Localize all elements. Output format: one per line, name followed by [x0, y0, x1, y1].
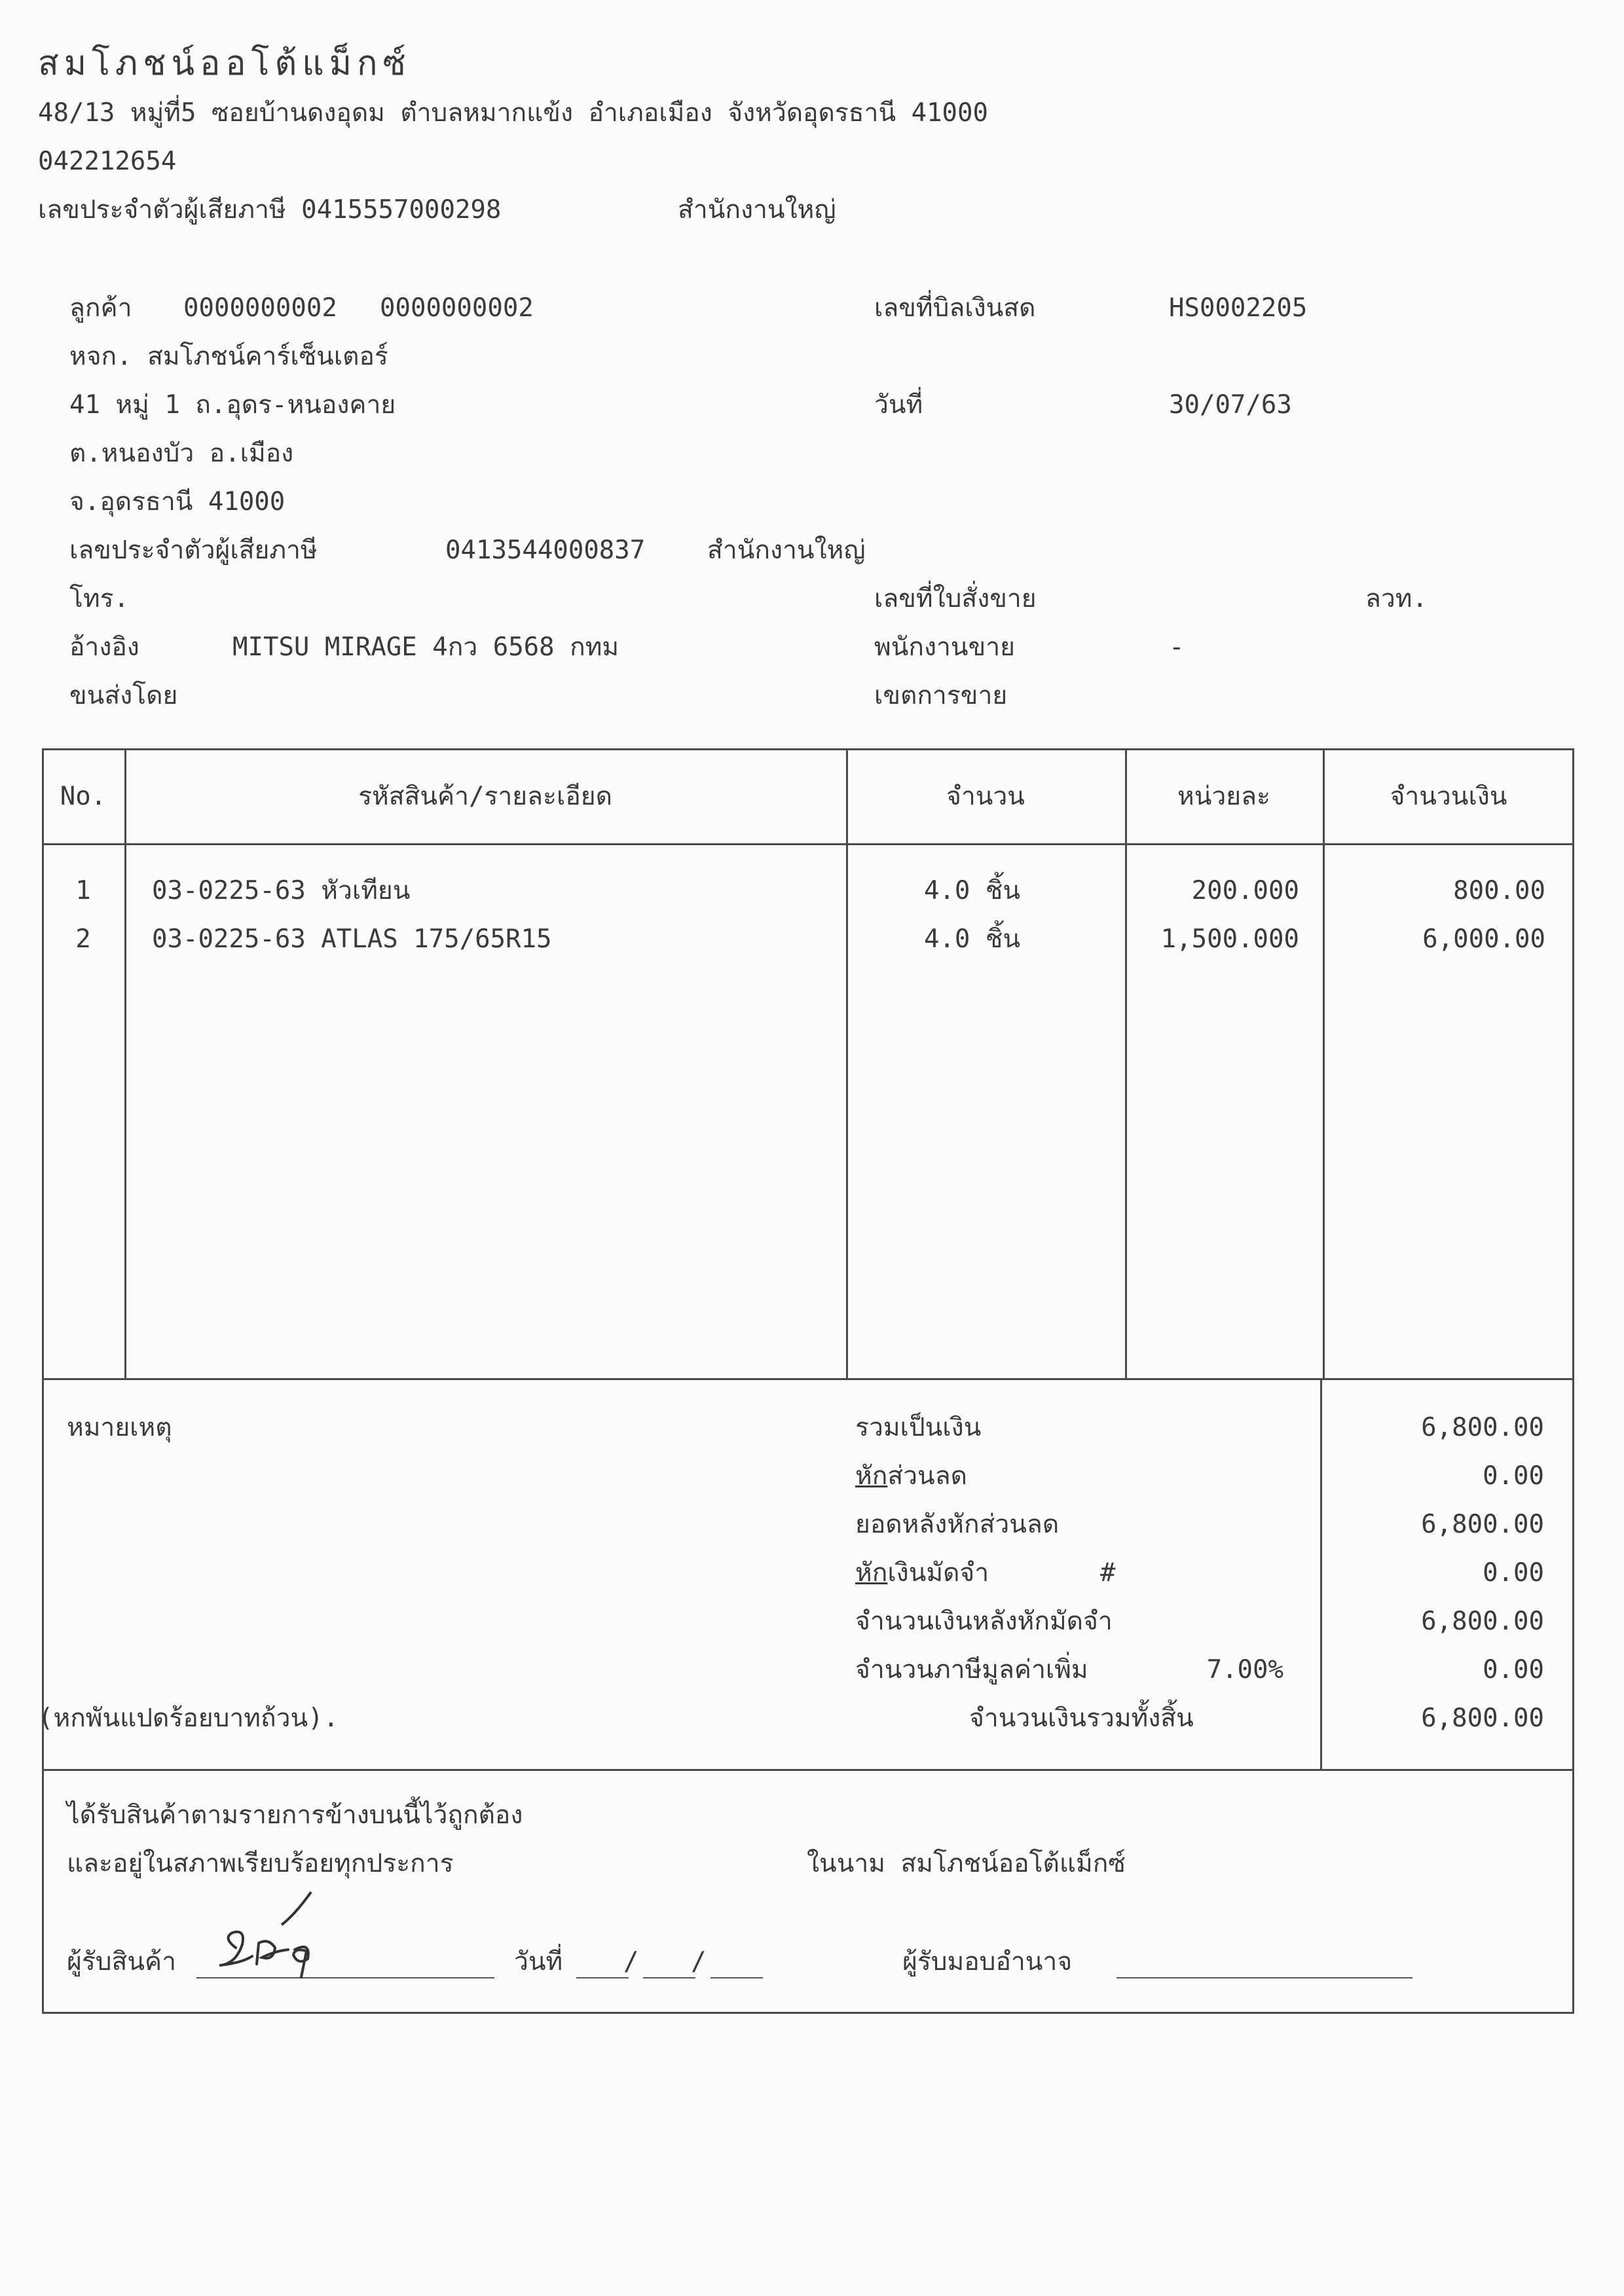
row-quantity: 4.0 ชิ้น: [923, 876, 1020, 905]
receiver-label: ผู้รับสินค้า: [67, 1947, 177, 1977]
row-description: 03-0225-63 ATLAS 175/65R15: [152, 924, 552, 954]
discount-value: 0.00: [1483, 1461, 1544, 1491]
company-address: 48/13 หมู่ที่5 ซอยบ้านดงอุดม ตำบลหมากแข้ง อำเภอเมือง จังหวัดอุดรธานี 41000: [38, 98, 988, 128]
vat-label: จำนวนภาษีมูลค่าเพิ่ม: [855, 1655, 1088, 1685]
bill-number-label: เลขที่บิลเงินสด: [874, 293, 1036, 323]
row-amount: 800.00: [1453, 876, 1545, 905]
salesperson-label: พนักงานขาย: [874, 632, 1015, 662]
sales-order-label: เลขที่ใบสั่งขาย: [874, 584, 1037, 613]
subtotal-label: รวมเป็นเงิน: [855, 1413, 982, 1442]
customer-address-2: ต.หนองบัว อ.เมือง: [69, 439, 294, 468]
customer-address-3: จ.อุดรธานี 41000: [69, 487, 286, 517]
table-column-divider: [1323, 748, 1325, 1380]
salesperson-value: -: [1169, 632, 1185, 662]
reference-label: อ้างอิง: [69, 632, 139, 662]
discount-label-row: [855, 1460, 967, 1493]
header-amount: จำนวนเงิน: [1390, 782, 1507, 811]
discount-prefix: หัก: [855, 1461, 888, 1491]
customer-code-2: 0000000002: [380, 293, 534, 323]
deposit-label-row: [855, 1557, 989, 1590]
customer-tax-label: เลขประจำตัวผู้เสียภาษี: [69, 536, 318, 565]
header-unit-price: หน่วยละ: [1177, 782, 1270, 811]
customer-tel-label: โทร.: [69, 584, 130, 613]
deposit-prefix: หัก: [855, 1558, 888, 1588]
sales-area-label: เขตการขาย: [874, 681, 1008, 710]
row-no: 1: [75, 876, 91, 905]
received-statement-2: และอยู่ในสภาพเรียบร้อยทุกประการ: [67, 1849, 454, 1878]
company-branch: สำนักงานใหญ่: [678, 195, 836, 225]
deposit-label: เงินมัดจำ: [887, 1558, 989, 1588]
receiver-signature: [196, 1886, 354, 1984]
grand-total-label: จำนวนเงินรวมทั้งสิ้น: [969, 1704, 1194, 1733]
date-day-line: [576, 1977, 629, 1978]
reference-value: MITSU MIRAGE 4กว 6568 กทม: [232, 632, 619, 662]
company-phone: 042212654: [38, 147, 177, 176]
company-name: สมโภชน์ออโต้แม็กซ์: [38, 44, 411, 83]
table-header-divider: [42, 843, 1574, 845]
date-year-line: [710, 1977, 763, 1978]
row-quantity: 4.0 ชิ้น: [923, 924, 1020, 954]
row-amount: 6,000.00: [1422, 924, 1545, 954]
customer-code-1: 0000000002: [183, 293, 337, 323]
received-statement-1: ได้รับสินค้าตามรายการข้างบนนี้ไว้ถูกต้อง: [67, 1800, 523, 1830]
customer-address-1: 41 หมู่ 1 ถ.อุดร-หนองคาย: [69, 390, 396, 420]
customer-tax-id: 0413544000837: [445, 536, 646, 565]
bill-number: HS0002205: [1169, 293, 1308, 323]
after-discount-label: ยอดหลังหักส่วนลด: [855, 1510, 1060, 1539]
bill-date: 30/07/63: [1169, 390, 1292, 420]
authorized-signature-line: [1116, 1977, 1412, 1978]
deposit-mark: #: [1100, 1558, 1116, 1588]
vat-value: 0.00: [1483, 1655, 1544, 1685]
row-unit-price: 1,500.000: [1160, 924, 1299, 954]
receive-date-label: วันที่: [514, 1947, 563, 1977]
vat-rate: 7.00%: [1206, 1655, 1283, 1685]
table-column-divider: [1125, 748, 1127, 1380]
header-description: รหัสสินค้า/รายละเอียด: [358, 782, 612, 811]
after-deposit-value: 6,800.00: [1421, 1607, 1544, 1636]
sales-order-value: ลวท.: [1365, 584, 1428, 613]
shipping-label: ขนส่งโดย: [69, 681, 178, 710]
customer-name: หจก. สมโภชน์คาร์เซ็นเตอร์: [69, 342, 388, 371]
customer-label: ลูกค้า: [69, 293, 132, 323]
amount-in-words: (หกพันแปดร้อยบาทถ้วน).: [38, 1704, 339, 1733]
grand-total-value: 6,800.00: [1421, 1704, 1544, 1733]
date-month-line: [643, 1977, 695, 1978]
customer-branch: สำนักงานใหญ่: [707, 536, 866, 565]
on-behalf-of: ในนาม สมโภชน์ออโต้แม็กซ์: [807, 1849, 1126, 1878]
header-quantity: จำนวน: [946, 782, 1025, 811]
row-description: 03-0225-63 หัวเทียน: [152, 876, 411, 905]
summary-column-divider: [1320, 1378, 1322, 1771]
header-no: No.: [60, 782, 107, 811]
table-column-divider: [124, 748, 126, 1380]
subtotal-value: 6,800.00: [1421, 1413, 1544, 1442]
row-no: 2: [75, 924, 91, 954]
after-deposit-label: จำนวนเงินหลังหักมัดจำ: [855, 1607, 1113, 1636]
after-discount-value: 6,800.00: [1421, 1510, 1544, 1539]
date-slash: /: [691, 1947, 707, 1977]
discount-label: ส่วนลด: [887, 1461, 967, 1491]
company-tax-id: เลขประจำตัวผู้เสียภาษี 0415557000298: [38, 195, 502, 225]
bill-date-label: วันที่: [874, 390, 923, 420]
row-unit-price: 200.000: [1191, 876, 1299, 905]
remark-label: หมายเหตุ: [67, 1413, 172, 1442]
deposit-value: 0.00: [1483, 1558, 1544, 1588]
authorized-label: ผู้รับมอบอำนาจ: [902, 1947, 1073, 1977]
table-column-divider: [846, 748, 848, 1380]
date-slash: /: [623, 1947, 639, 1977]
